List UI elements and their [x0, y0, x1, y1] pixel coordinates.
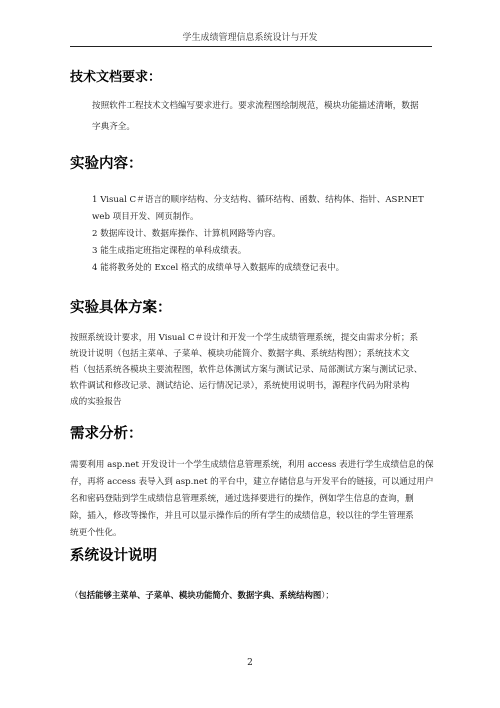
heading-plan: 实验具体方案：: [70, 300, 172, 316]
content-line-1: 1 Visual C＃语言的顺序结构、分支结构、循环结构、函数、结构体、指针、ASP.NET: [92, 195, 424, 205]
content-line-3: 2 数据库设计、数据库操作、计算机网路等内容。: [92, 229, 281, 239]
plan-line-4: 软件调试和修改记录、测试结论、运行情况记录），系统使用说明书，源程序代码为附录构: [70, 381, 410, 391]
running-header: 学生成绩管理信息系统设计与开发: [182, 33, 318, 43]
content-line-4: 3 能生成指定班指定课程的单科成绩表。: [92, 246, 247, 256]
analysis-line-4: 除，插入，修改等操作，并且可以显示操作后的所有学生的成绩信息，较以往的学生管理系: [70, 511, 414, 521]
plan-line-3: 档（包括系统各模块主要流程图，软件总体测试方案与测试记录、局部测试方案与测试记录、: [70, 365, 423, 375]
design-note-close: ）；: [321, 590, 334, 600]
heading-analysis: 需求分析：: [70, 426, 143, 442]
content-line-5: 4 能将教务处的 Excel 格式的成绩单导入数据库的成绩登记表中。: [92, 263, 345, 273]
tech-doc-line-2: 字典齐全。: [92, 122, 135, 132]
heading-content: 实验内容：: [70, 156, 143, 172]
plan-line-2: 统设计说明（包括主菜单、子菜单、模块功能简介、数据字典、系统结构图）；系统技术文: [70, 349, 410, 359]
design-note-body: 包括能够主菜单、子菜单、模块功能简介、数据字典、系统结构图: [78, 590, 322, 600]
analysis-line-2: 存，再将 access 表导入到 asp.net 的平台中，建立存储信息与开发平台的链接，可以通过用户: [70, 477, 434, 487]
content-line-2: web 项目开发、网页制作。: [92, 212, 199, 222]
header-rule: [70, 46, 432, 47]
design-note-open: （: [70, 590, 79, 600]
plan-line-5: 成的实验报告: [70, 397, 122, 407]
tech-doc-line-1: 按照软件工程技术文档编写要求进行。要求流程图绘制规范，模块功能描述清晰，数据: [92, 101, 419, 111]
analysis-line-1: 需要利用 asp.net 开发设计一个学生成绩信息管理系统，利用 access 表进行学生成绩信息的保: [70, 460, 434, 470]
heading-tech-doc: 技术文档要求：: [70, 70, 162, 85]
analysis-line-3: 名和密码登陆到学生成绩信息管理系统，通过选择要进行的操作，例如学生信息的查询，删: [70, 494, 414, 504]
page-number: 2: [247, 658, 253, 668]
plan-line-1: 按照系统设计要求，用 Visual C＃设计和开发一个学生成绩管理系统，提交由需求分析；系: [70, 333, 419, 343]
heading-design: 系统设计说明: [70, 548, 157, 564]
analysis-line-5: 统更个性化。: [70, 528, 122, 538]
design-note: [70, 588, 334, 602]
